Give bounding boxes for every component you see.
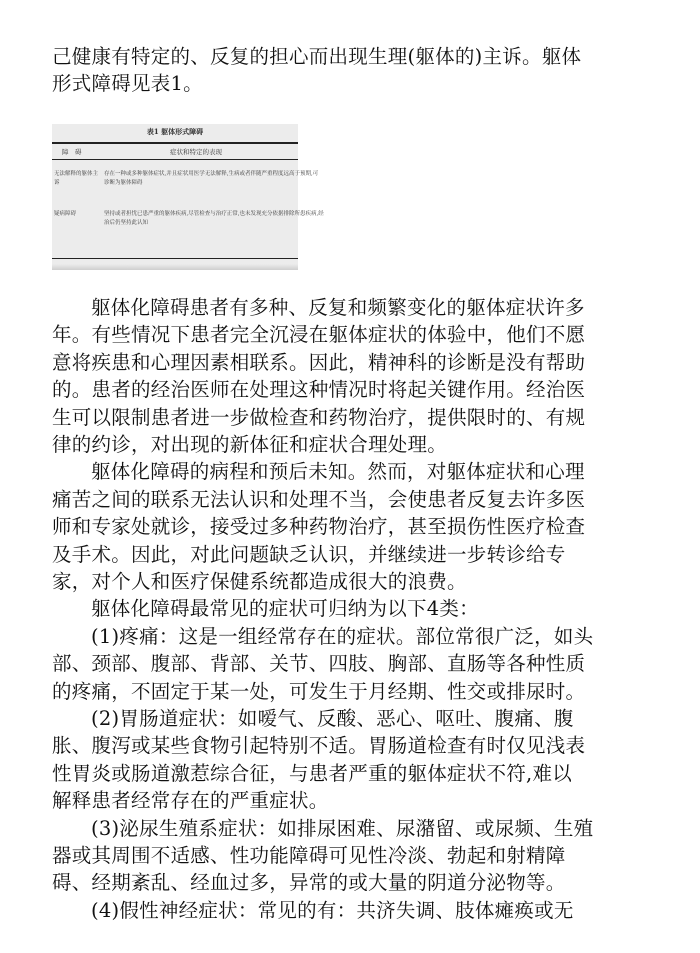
table-cell-name: 疑病障碍 [54,211,77,217]
text-line: 意将疾患和心理因素相联系。因此，精神科的诊断是没有帮助 [52,350,586,374]
text-line: 躯体化障碍的病程和预后未知。然而，对躯体症状和心理 [91,460,585,484]
scan-smudge [52,264,298,270]
text-line: 器或其周围不适感、性功能障碍可见性冷淡、勃起和射精障 [52,844,566,867]
text-line: (1)疼痛：这是一组经常存在的症状。部位常很广泛，如头 [91,624,594,648]
table-title: 表1 躯体形式障碍 [146,127,204,136]
text-line: 律的约诊，对出现的新体征和症状合理处理。 [52,433,448,456]
text-line: 躯体化障碍患者有多种、反复和频繁变化的躯体症状许多 [91,296,585,319]
text-line: 的。患者的经治医师在处理这种情况时将起关键作用。经治医 [52,378,586,402]
table-cell-text: 坚持或者担忧已患严重的躯体疾病,尽管检查与治疗正常,也未发现充分依据排除所患疾病,经 治后仍坚持此认知 [104,211,324,226]
text-line: (4)假性神经症状：常见的有：共济失调、肢体瘫痪或无 [91,898,574,922]
text-line: 生可以限制患者进一步做检查和药物治疗，提供限时的、有规 [52,405,586,429]
text-line: 家，对个人和医疗保健系统都造成很大的浪费。 [52,570,467,593]
text-line: 师和专家处就诊，接受过多种药物治疗，甚至损伤性医疗检查 [52,515,586,539]
table-header-symptoms: 症状和特定的表现 [170,148,222,156]
table-bottom-rule [52,258,298,259]
text-line: 部、颈部、腹部、背部、关节、四肢、胸部、直肠等各种性质 [52,652,586,676]
table-cell-text: 存在一种或多种躯体症状,并且症状用医学无法解释,生病或者伴随严重程度远高于预期,可 诊断为躯体障碍 [104,171,319,186]
text-line: 的疼痛，不固定于某一处，可发生于月经期、性交或排尿时。 [52,679,586,703]
text-line: 解释患者经常存在的严重症状。 [52,789,329,813]
text-line: 年。有些情况下患者完全沉浸在躯体症状的体验中，他们不愿 [52,323,586,347]
table-cell-name: 无法解释的躯体主诉 [54,171,99,186]
table-figure [52,124,324,270]
table-top-rule [52,142,298,144]
text-line: 性胃炎或肠道激惹综合征，与患者严重的躯体症状不符,难以 [52,761,572,785]
text-line: (3)泌尿生殖系症状：如排尿困难、尿潴留、或尿频、生殖 [91,816,594,840]
text-line: 形式障碍见表1。 [52,72,203,95]
table-header-disorder: 障 碍 [62,148,82,156]
table-header-rule [52,159,298,160]
text-line: 及手术。因此，对此问题缺乏认识，并继续进一步转诊给专 [52,542,566,566]
text-line: 碍、经期紊乱、经血过多，异常的或大量的阴道分泌物等。 [52,871,566,895]
text-line: 痛苦之间的联系无法认识和处理不当，会使患者反复去许多医 [52,487,586,511]
text-line: 己健康有特定的、反复的担心而出现生理(躯体的)主诉。躯体 [52,45,582,68]
text-line: (2)胃肠道症状：如嗳气、反酸、恶心、呕吐、腹痛、腹 [91,707,574,730]
text-line: 躯体化障碍最常见的症状可归纳为以下4类： [91,597,479,621]
text-line: 胀、腹泻或某些食物引起特别不适。胃肠道检查有时仅见浅表 [52,734,586,758]
